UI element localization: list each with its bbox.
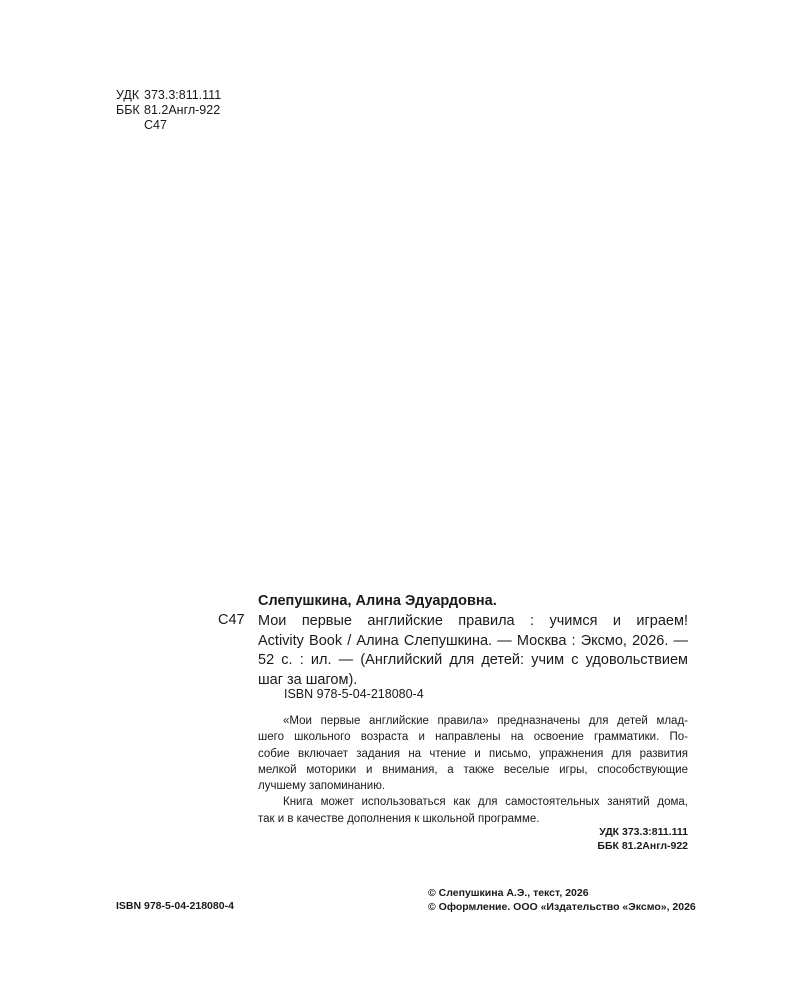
author-mark-top: С47	[144, 118, 167, 132]
bibliographic-description	[258, 612, 688, 690]
annotation-line: мелкой моторики и внимания, а также веселые игры, способствующие	[258, 763, 688, 776]
isbn-footer: ISBN 978-5-04-218080-4	[116, 900, 234, 912]
copyright-line: © Оформление. ООО «Издательство «Эксмо», 2026	[428, 900, 696, 913]
author-heading: Слепушкина, Алина Эдуардовна.	[258, 593, 497, 609]
copyright-line: © Слепушкина А.Э., текст, 2026	[428, 887, 589, 899]
udk-label: УДК	[116, 88, 140, 102]
classification-block	[116, 88, 221, 133]
description-line: шаг за шагом).	[258, 671, 358, 688]
bbk-label: ББК	[116, 103, 140, 117]
udk-value: 373.3:811.111	[144, 88, 222, 102]
annotation	[258, 713, 688, 827]
udk-footer: УДК 373.3:811.111	[599, 826, 688, 838]
udk-row	[116, 88, 221, 103]
description-line: 52 с. : ил. — (Английский для детей: учим с удовольствием	[258, 652, 688, 668]
isbn: ISBN 978-5-04-218080-4	[284, 687, 424, 701]
copyright-block	[428, 887, 696, 914]
annotation-line: так и в качестве дополнения к школьной программе.	[258, 812, 540, 825]
annotation-line: Книга может использоваться как для самостоятельных занятий дома,	[283, 796, 688, 809]
annotation-line: шего школьного возраста и направлены на освоение грамматики. По-	[258, 731, 688, 744]
bbk-footer: ББК 81.2Англ-922	[597, 839, 688, 852]
bbk-value: 81.2Англ-922	[144, 103, 221, 117]
annotation-line: лучшему запоминанию.	[258, 780, 386, 793]
annotation-line: собие включает задания на чтение и письмо, упражнения для развития	[258, 747, 688, 760]
classification-footer	[560, 826, 688, 853]
annotation-line: «Мои первые английские правила» предназначены для детей млад-	[283, 715, 688, 727]
author-mark: С47	[218, 612, 245, 628]
description-line: Activity Book / Алина Слепушкина. — Москва : Эксмо, 2026. —	[258, 632, 688, 649]
description-line: Мои первые английские правила : учимся и играем!	[258, 613, 688, 629]
bbk-row	[116, 103, 221, 118]
